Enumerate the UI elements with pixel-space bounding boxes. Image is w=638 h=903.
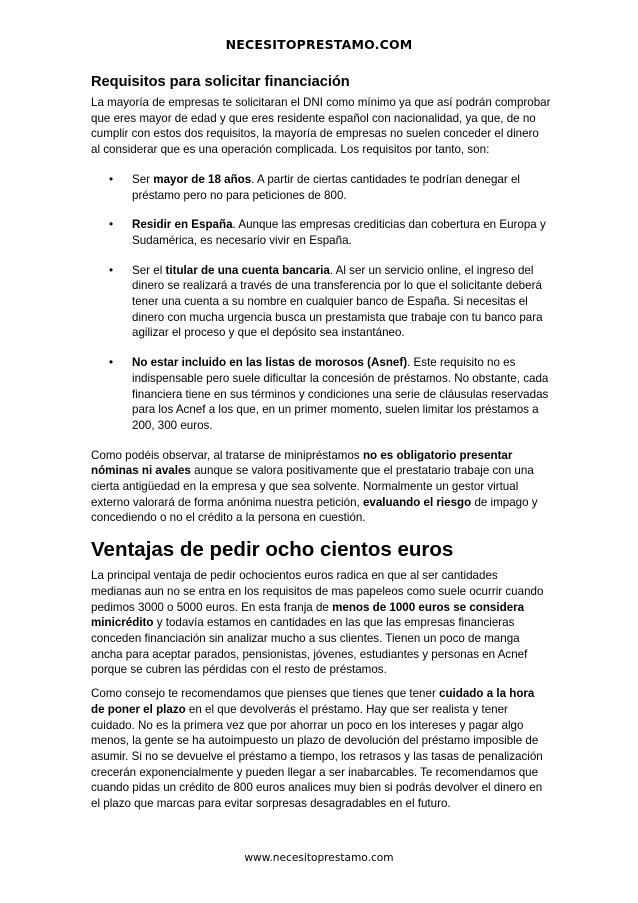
closing-text: aunque se valora positivamente que el prestatario trabaje con una cierta antigüedad en la empresa y que sea solvente. Normalmente un gestor virtual externo valorará de forma anónima nuestra petición, — [91, 464, 534, 509]
item-text: . Al ser un servicio online, el ingreso del dinero se realizará a través de una transferencia por lo que el solicitante deberá tener una cuenta a su nombre en cualquier banco de España. Si necesitas el dinero con mucha urgencia busca un prestamista que trabaje con tu banco para agilizar el proceso y que el depósito sea instantáneo. — [132, 263, 543, 340]
item-text: Ser el — [132, 263, 166, 277]
paragraph-emphasis: menos de 1000 euros se considera minicrédito — [91, 600, 525, 630]
paragraph-emphasis: cuidado a la hora de poner el plazo — [91, 687, 535, 716]
item-emphasis: No estar incluido en las listas de morosos (Asnef) — [132, 356, 408, 370]
item-emphasis: mayor de 18 años — [153, 172, 252, 186]
closing-text: de impago y concediendo o no el crédito a la persona en cuestión. — [91, 495, 538, 525]
bullet-icon: • — [109, 218, 114, 232]
bullet-icon: • — [109, 172, 114, 186]
item-text: Ser — [132, 172, 154, 186]
closing-text: Como podéis observar, al tratarse de minipréstamos — [91, 448, 363, 462]
ventajas-paragraph-1 — [91, 568, 551, 678]
item-text: . Aunque las empresas crediticias dan cobertura en Europa y Sudamérica, es necesario vivir en España. — [132, 218, 546, 247]
document-body — [91, 74, 551, 820]
list-item — [91, 355, 551, 434]
item-text: . Este requisito no es indispensable pero suele dificultar la concesión de préstamos. No obstante, cada financiera tiene en sus términos y condiciones una serie de cláusulas reservadas para los Acnef a los que, en un primer momento, suelen limitar los préstamos a 200, 300 euros. — [132, 356, 549, 432]
requisitos-intro: La mayoría de empresas te solicitaran el DNI como mínimo ya que así podrán comprobar que eres mayor de edad y que eres residente español con nacionalidad, ya que, de no cumplir con estos dos requisitos, la mayoría de empresas no suelen conceder el dinero al considerar que es una operación complicada. Los requisitos por tanto, son: — [91, 96, 551, 157]
item-emphasis: titular de una cuenta bancaria — [165, 263, 330, 277]
paragraph-text: y todavía estamos en cantidades en las que las empresas financieras conceden financiación sin analizar mucho a sus clientes. Tienen un poco de manga ancha para aceptar parados, pensionistas, jóvenes, estudiantes y personas en Acnef porque se cubren las pérdidas con el resto de préstamos. — [91, 616, 528, 677]
page-footer-url: www.necesitoprestamo.com — [244, 852, 394, 864]
requisitos-closing — [91, 448, 551, 527]
page-header: NECESITOPRESTAMO.COM — [225, 37, 413, 52]
item-text: . A partir de ciertas cantidades te podrían denegar el préstamo pero no para peticiones de 800. — [132, 172, 520, 202]
section-heading-ventajas: Ventajas de pedir ocho cientos euros — [91, 538, 454, 562]
section-heading-requisitos: Requisitos para solicitar financiación — [91, 74, 350, 90]
closing-emphasis: evaluando el riesgo — [362, 495, 472, 509]
ventajas-paragraph-2 — [91, 686, 551, 812]
list-item — [91, 217, 551, 248]
paragraph-text: en el que devolverás el préstamo. Hay que ser realista y tener cuidado. No es la primera vez que por ahorrar un poco en los intereses y pagar algo menos, la gente se ha autoimpuesto un plazo de devolución del préstamo imposible de asumir. Si no se devuelve el préstamo a tiempo, los retrasos y las tasas de penalización crecerán exponencialmente y pueden llegar a ser inabarcables. Te recomendamos que cuando pidas un crédito de 800 euros analices muy bien si podrás devolver el dinero en el plazo que marcas para evitar sorpresas desagradables en el futuro. — [91, 702, 543, 811]
bullet-icon: • — [109, 356, 114, 370]
paragraph-text: La principal ventaja de pedir ochocientos euros radica en que al ser cantidades medianas aun no se entra en los requisitos de mas papeleos como suele ocurrir cuando pedimos 3000 o 5000 euros. En esta franja de — [91, 569, 544, 614]
list-item — [91, 263, 551, 342]
bullet-icon: • — [109, 263, 114, 277]
closing-emphasis: no es obligatorio presentar nóminas ni avales — [91, 448, 513, 478]
list-item — [91, 172, 551, 203]
item-emphasis: Residir en España — [132, 218, 233, 232]
paragraph-text: Como consejo te recomendamos que pienses que tienes que tener — [91, 687, 440, 701]
requisitos-list — [91, 172, 551, 434]
